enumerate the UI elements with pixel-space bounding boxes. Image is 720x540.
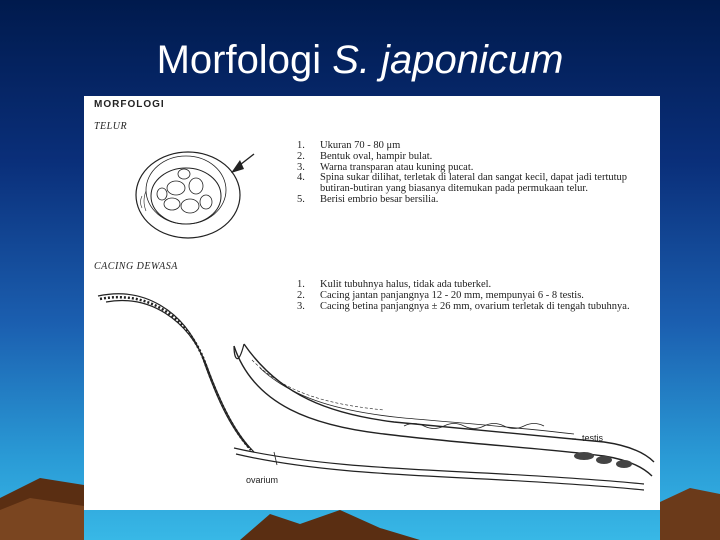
ovarium-label: ovarium bbox=[246, 475, 279, 485]
slide-title bbox=[0, 38, 720, 83]
egg-section-heading: TELUR bbox=[94, 121, 128, 132]
testis-label: testis bbox=[582, 433, 604, 443]
figure-heading: MORFOLOGI bbox=[94, 99, 165, 110]
list-item: 2. Bentuk oval, hampir bulat. bbox=[297, 150, 433, 162]
list-item: 5. Berisi embrio besar bersilia. bbox=[297, 193, 439, 205]
egg-illustration bbox=[136, 152, 254, 238]
list-item: 1. Kulit tubuhnya halus, tidak ada tuberkel. bbox=[297, 279, 492, 290]
illustrations bbox=[84, 96, 660, 510]
list-item: 4. Spina sukar dilihat, terletak di lateral dan sangat kecil, dapat jadi tertutup butiran-butiran yang biasanya ditemukan pada permukaan telur. bbox=[297, 172, 628, 195]
list-item: 3. Cacing betina panjangnya ± 26 mm, ovarium terletak di tengah tubuhnya. bbox=[297, 300, 630, 312]
list-item: 1. Ukuran 70 - 80 μm bbox=[297, 140, 401, 151]
slide-title-species: S. japonicum bbox=[332, 38, 564, 82]
list-item: 3. Warna transparan atau kuning pucat. bbox=[297, 161, 474, 173]
list-item: 2. Cacing jantan panjangnya 12 - 20 mm, mempunyai 6 - 8 testis. bbox=[297, 289, 584, 301]
adult-worm-section-heading: CACING DEWASA bbox=[94, 261, 178, 272]
adult-worm-illustration bbox=[98, 294, 654, 490]
slide-title-text: Morfologi bbox=[156, 38, 322, 82]
morphology-figure bbox=[84, 96, 660, 510]
